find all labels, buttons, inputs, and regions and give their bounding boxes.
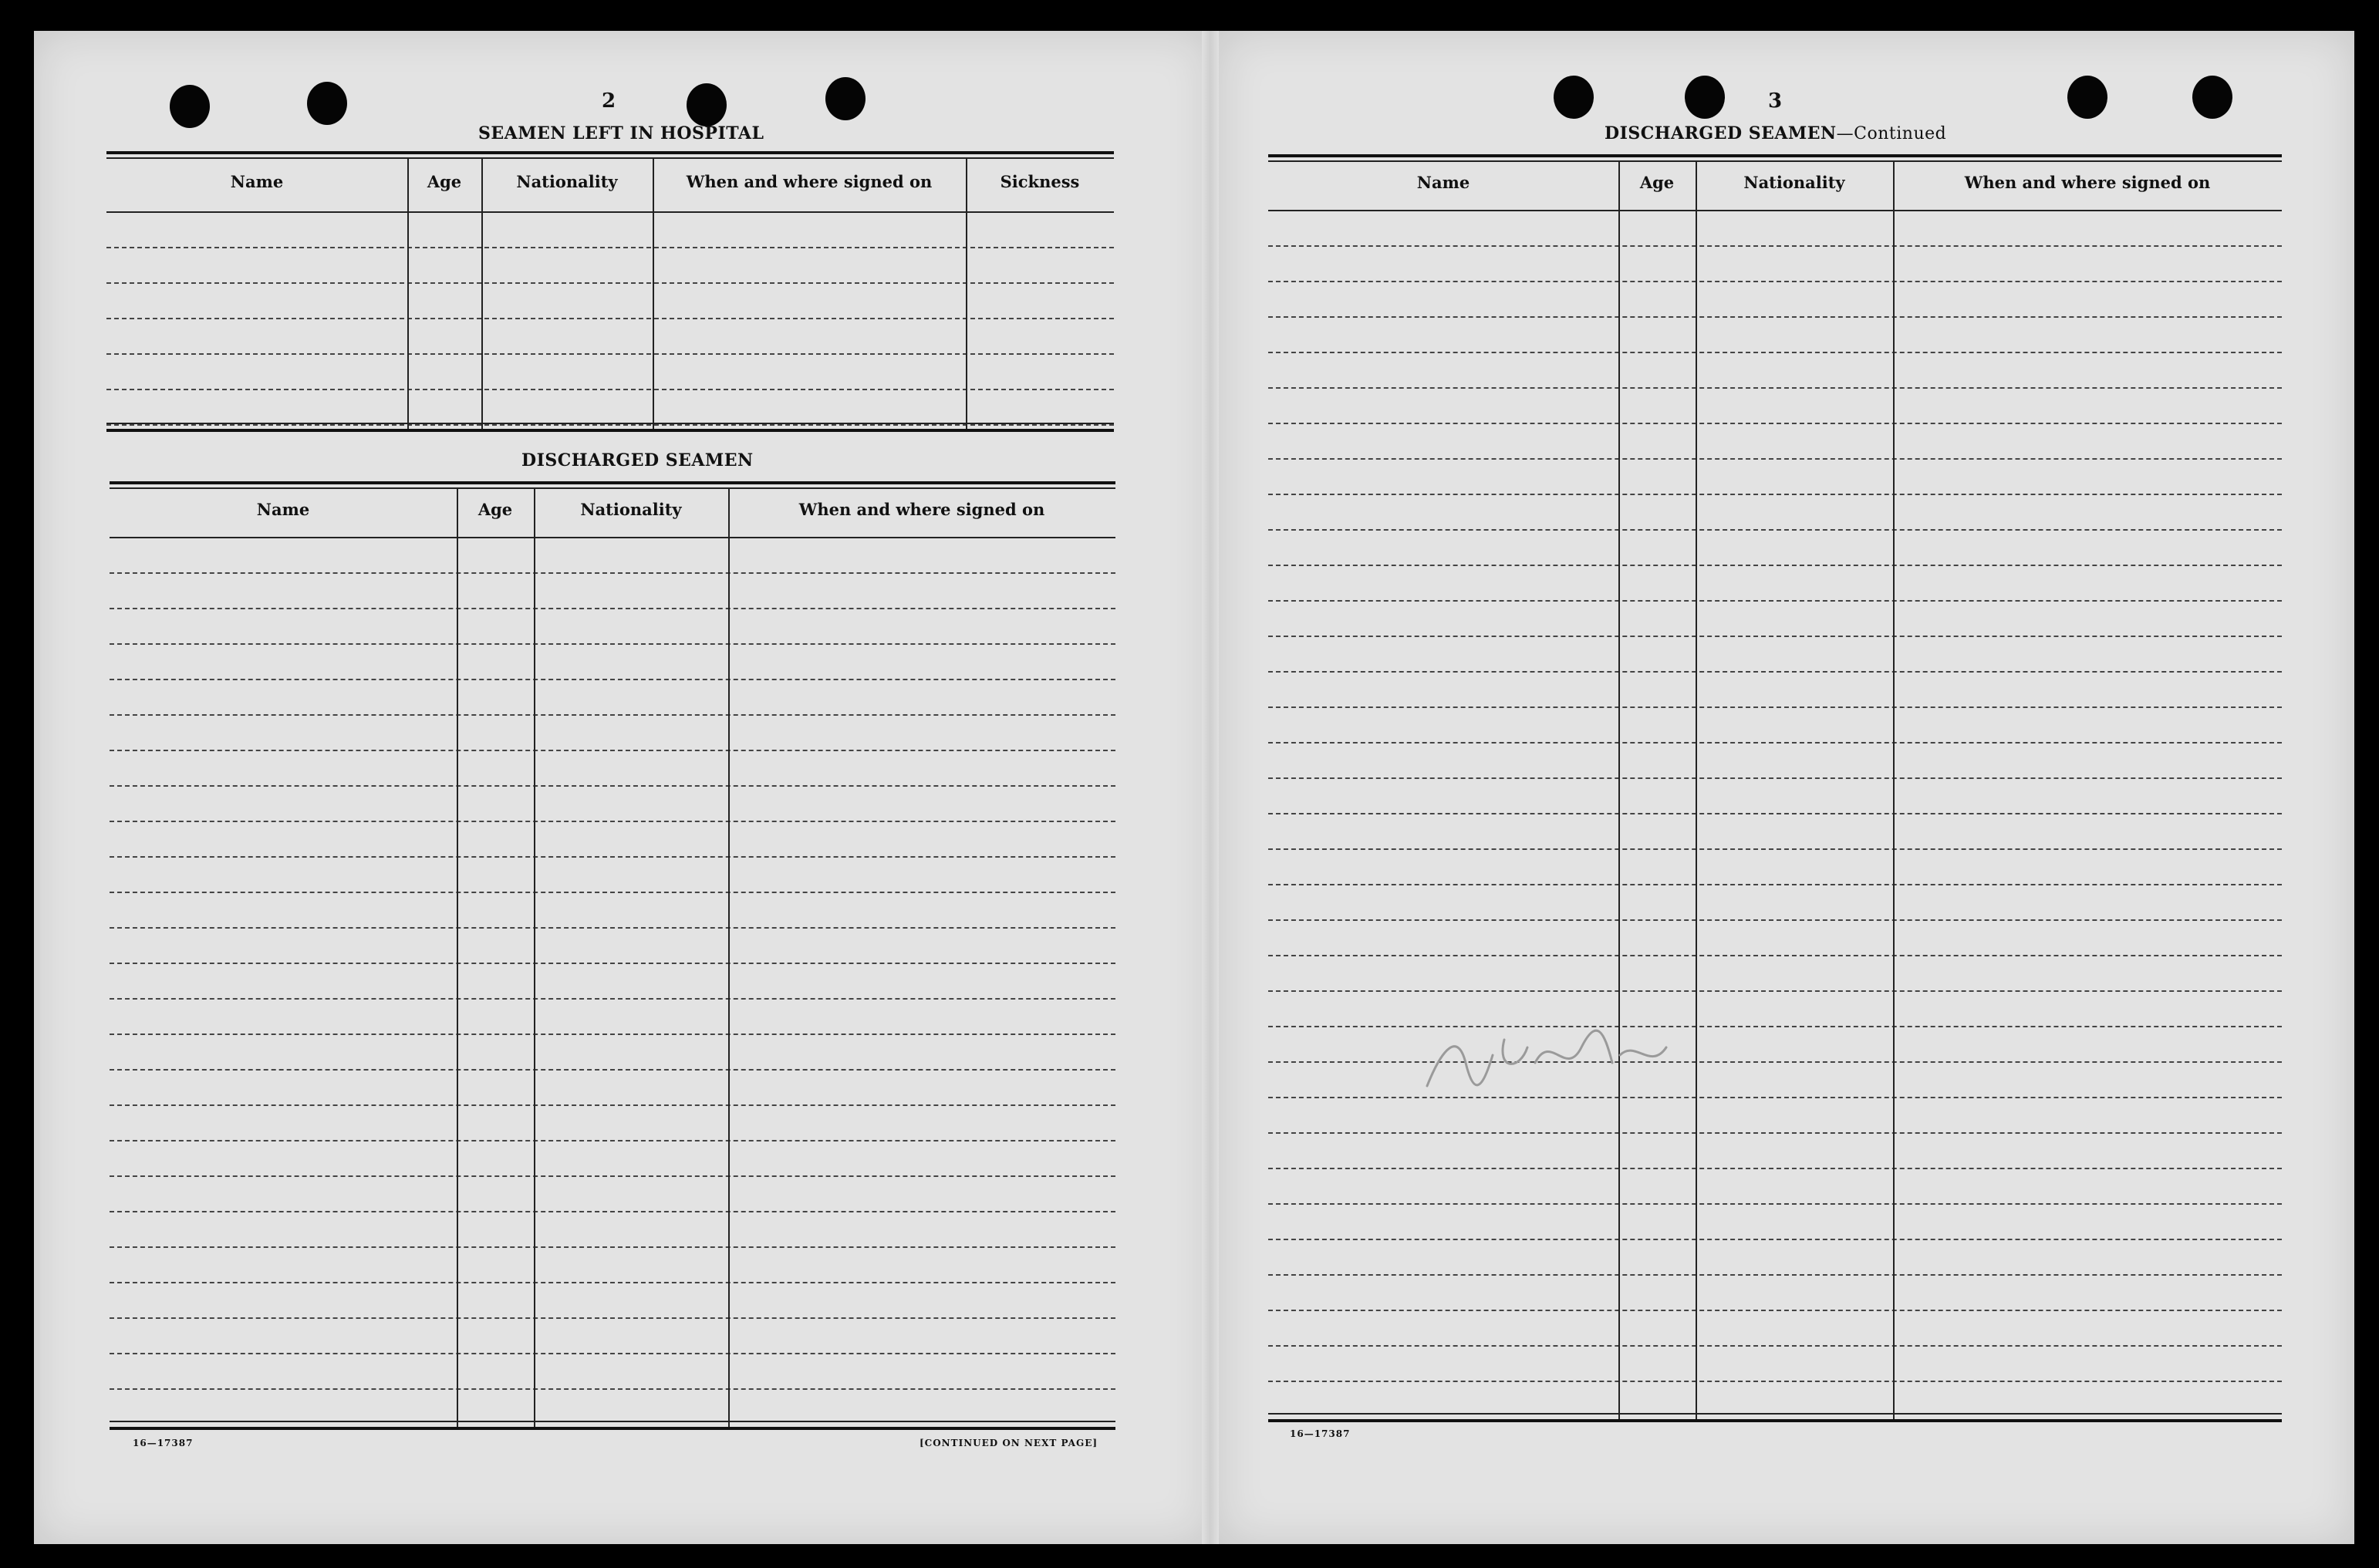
punch-hole	[2067, 76, 2107, 119]
entry-line	[1268, 990, 2282, 992]
entry-line	[1268, 1168, 2282, 1169]
entry-line	[1268, 458, 2282, 460]
entry-line	[1268, 1132, 2282, 1134]
hospital-table-title: SEAMEN LEFT IN HOSPITAL	[478, 123, 764, 143]
column-header: When and where signed on	[1964, 173, 2211, 192]
entry-line	[1268, 600, 2282, 602]
title-suffix: —Continued	[1836, 124, 1947, 143]
column-header: Name	[1416, 173, 1470, 192]
entry-line	[110, 643, 1115, 645]
column-header: When and where signed on	[798, 500, 1045, 519]
entry-line	[1268, 1203, 2282, 1205]
discharged-table-title: DISCHARGED SEAMEN	[521, 450, 754, 470]
entry-line	[1268, 494, 2282, 495]
page-number: 2	[602, 89, 616, 113]
column-header: Sickness	[1000, 172, 1080, 191]
entry-line	[1268, 1239, 2282, 1240]
column-header: Nationality	[580, 500, 682, 519]
entry-line	[1268, 671, 2282, 673]
page-number: 3	[1768, 89, 1783, 113]
entry-line	[1268, 777, 2282, 779]
entry-line	[1268, 1274, 2282, 1276]
entry-line	[110, 1175, 1115, 1177]
table-top-rule-inner	[1268, 160, 2282, 162]
entry-line	[1268, 636, 2282, 637]
entry-line	[1268, 884, 2282, 885]
header-rule	[1268, 210, 2282, 211]
table-top-rule	[110, 481, 1115, 484]
entry-line	[106, 424, 1114, 426]
column-divider	[966, 157, 967, 429]
column-header: Name	[256, 500, 310, 519]
entry-line	[110, 998, 1115, 1000]
punch-hole	[825, 77, 866, 120]
discharged-continued-title	[1605, 123, 1946, 143]
column-divider	[407, 157, 409, 429]
page-gutter	[1202, 31, 1219, 1544]
table-top-rule	[1268, 154, 2282, 157]
entry-line	[1268, 1310, 2282, 1311]
column-divider	[653, 157, 654, 429]
table-top-rule-inner	[106, 157, 1114, 159]
table-bottom-rule-inner	[1268, 1413, 2282, 1415]
entry-line	[110, 1317, 1115, 1319]
entry-line	[1268, 742, 2282, 744]
entry-line	[110, 1140, 1115, 1141]
entry-line	[1268, 848, 2282, 850]
entry-line	[110, 1282, 1115, 1283]
table-bottom-rule-inner	[106, 423, 1114, 424]
table-bottom-rule	[1268, 1419, 2282, 1422]
table-bottom-rule-inner	[110, 1421, 1115, 1422]
entry-line	[1268, 352, 2282, 353]
entry-line	[1268, 919, 2282, 921]
title-text: DISCHARGED SEAMEN	[1605, 123, 1837, 143]
entry-line	[110, 892, 1115, 893]
column-divider	[1893, 160, 1895, 1419]
entry-line	[106, 389, 1114, 390]
entry-line	[1268, 565, 2282, 566]
entry-line	[1268, 1381, 2282, 1382]
header-rule	[110, 537, 1115, 538]
column-header: Name	[230, 172, 284, 191]
entry-line	[1268, 245, 2282, 247]
entry-line	[110, 679, 1115, 680]
punch-hole	[2192, 76, 2232, 119]
punch-hole	[170, 85, 210, 128]
table-bottom-rule	[106, 429, 1114, 432]
column-header: Nationality	[516, 172, 618, 191]
entry-line	[110, 1246, 1115, 1248]
punch-hole	[1685, 76, 1725, 119]
entry-line	[110, 714, 1115, 716]
punch-hole	[687, 83, 727, 126]
entry-line	[110, 821, 1115, 822]
form-number: 16—17387	[133, 1438, 194, 1448]
handwritten-signature	[1419, 1017, 1674, 1101]
entry-line	[110, 1388, 1115, 1390]
column-divider	[481, 157, 483, 429]
continued-note: [CONTINUED ON NEXT PAGE]	[920, 1438, 1098, 1448]
column-divider	[1696, 160, 1697, 1419]
entry-line	[110, 572, 1115, 574]
column-header: Age	[427, 172, 462, 191]
entry-line	[106, 247, 1114, 248]
entry-line	[110, 750, 1115, 751]
column-header: When and where signed on	[686, 172, 933, 191]
table-top-rule	[106, 151, 1114, 154]
entry-line	[110, 856, 1115, 858]
column-divider	[534, 487, 535, 1427]
entry-line	[1268, 1345, 2282, 1347]
entry-line	[110, 1353, 1115, 1354]
entry-line	[1268, 706, 2282, 708]
table-bottom-rule	[110, 1427, 1115, 1430]
entry-line	[110, 785, 1115, 787]
entry-line	[106, 318, 1114, 319]
entry-line	[110, 963, 1115, 964]
column-divider	[457, 487, 458, 1427]
entry-line	[1268, 813, 2282, 814]
entry-line	[106, 353, 1114, 355]
entry-line	[1268, 281, 2282, 282]
column-divider	[728, 487, 730, 1427]
entry-line	[1268, 423, 2282, 424]
entry-line	[110, 1034, 1115, 1035]
column-header: Age	[477, 500, 513, 519]
entry-line	[110, 1104, 1115, 1106]
entry-line	[110, 1069, 1115, 1071]
entry-line	[1268, 955, 2282, 956]
column-header: Nationality	[1743, 173, 1845, 192]
entry-line	[1268, 387, 2282, 389]
punch-hole	[1554, 76, 1594, 119]
entry-line	[1268, 529, 2282, 531]
entry-line	[106, 282, 1114, 284]
punch-hole	[307, 82, 347, 125]
column-header: Age	[1639, 173, 1675, 192]
table-top-rule-inner	[110, 487, 1115, 489]
entry-line	[110, 608, 1115, 609]
form-number: 16—17387	[1290, 1428, 1351, 1439]
entry-line	[110, 1211, 1115, 1212]
right-page	[1219, 31, 2354, 1544]
header-rule	[106, 211, 1114, 213]
entry-line	[1268, 316, 2282, 318]
column-divider	[1618, 160, 1620, 1419]
entry-line	[110, 927, 1115, 929]
